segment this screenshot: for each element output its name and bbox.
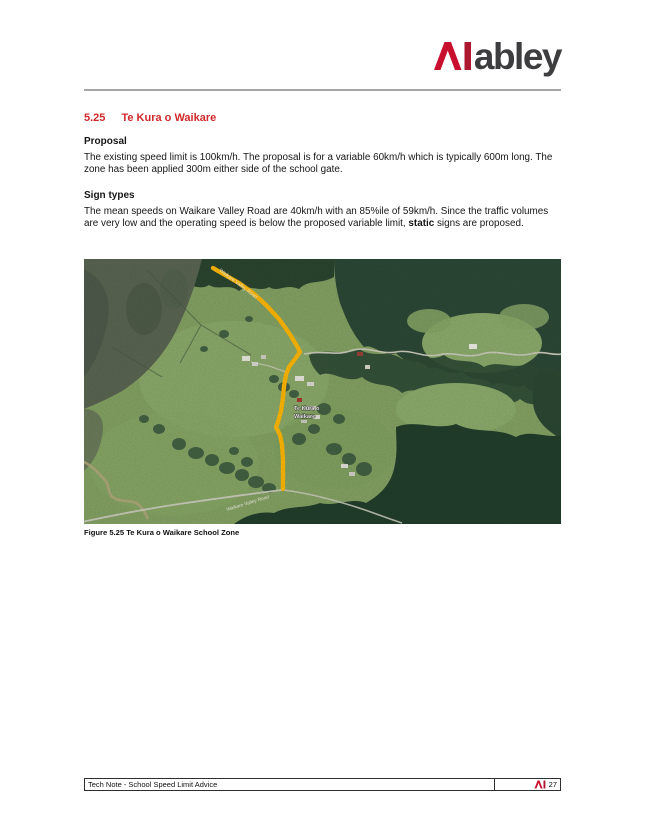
sign-types-paragraph — [84, 206, 562, 230]
proposal-heading: Proposal — [84, 136, 127, 147]
figure-caption: Figure 5.25 Te Kura o Waikare School Zone — [84, 528, 240, 537]
logo-wordmark: abley — [473, 35, 561, 77]
aerial-map-figure — [84, 259, 561, 524]
abley-logo — [432, 35, 561, 77]
page-footer — [84, 778, 561, 791]
aerial-map — [84, 259, 561, 524]
abley-logo-mark-icon — [432, 40, 472, 72]
footer-doc-title: Tech Note - School Speed Limit Advice — [88, 780, 218, 789]
sign-types-text-bold: static — [408, 218, 435, 230]
page-number: 27 — [548, 780, 557, 789]
header-divider — [84, 89, 561, 91]
sign-types-text-post: signs are proposed. — [434, 218, 524, 230]
footer-page-cell — [494, 779, 560, 790]
map-noise-overlay — [84, 259, 561, 524]
sign-types-heading: Sign types — [84, 190, 135, 201]
section-number: 5.25 — [84, 112, 106, 124]
section-title: Te Kura o Waikare — [121, 112, 217, 124]
proposal-paragraph: The existing speed limit is 100km/h. The proposal is for a variable 60km/h which is typically 600m long. The zone has been applied 300m either side of the school gate. — [84, 152, 553, 176]
sign-types-text-pre: The mean speeds on Waikare Valley Road are 40km/h with an 85%ile of 59km/h. Since the traffic volumes are very low and the operating speed is below the proposed variable limit, — [84, 206, 549, 230]
abley-footer-mark-icon — [534, 780, 546, 789]
section-heading — [84, 112, 216, 124]
